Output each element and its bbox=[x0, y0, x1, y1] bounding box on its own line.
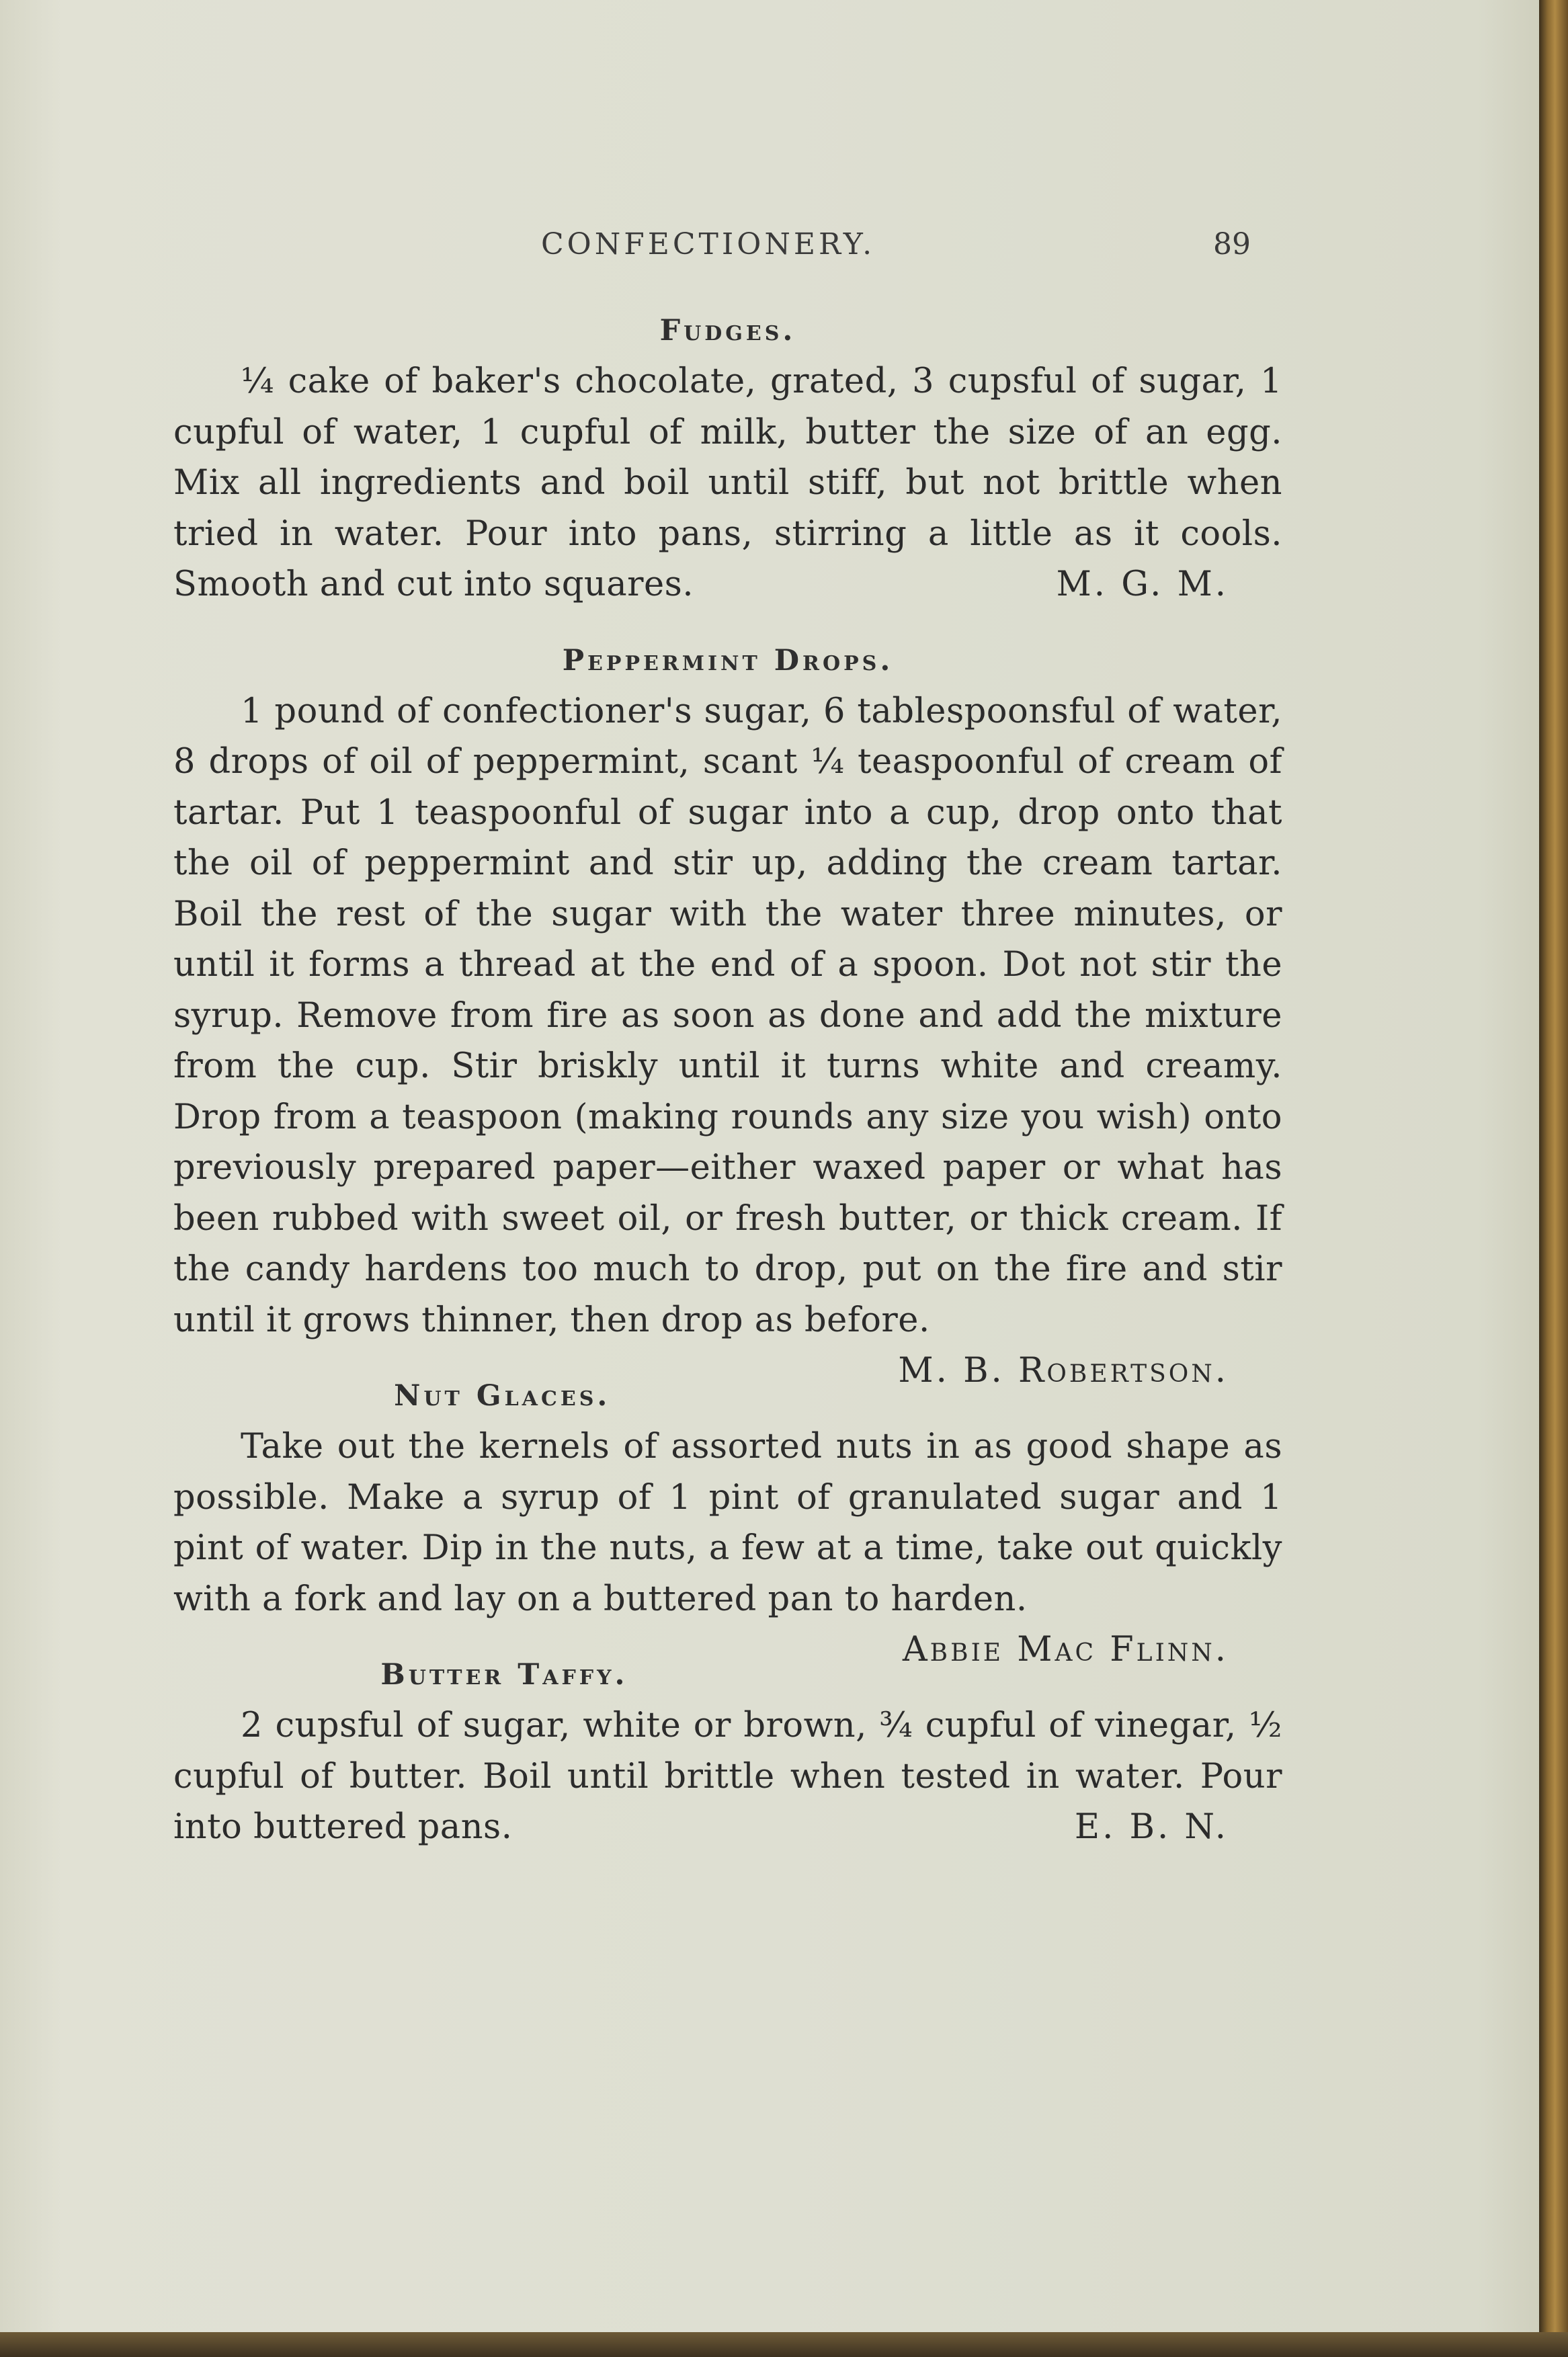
recipe-title: Butter Taffy. bbox=[380, 1658, 628, 1692]
recipe-body bbox=[173, 1700, 1282, 1853]
recipe-title: Nut Glaces. bbox=[394, 1379, 611, 1413]
recipe-author: Abbie Mac Flinn. bbox=[902, 1630, 1229, 1669]
book-binding-edge bbox=[1539, 0, 1568, 2357]
recipe-peppermint-drops bbox=[173, 636, 1282, 1391]
recipe-body bbox=[173, 356, 1282, 610]
recipe-title: Peppermint Drops. bbox=[562, 643, 894, 677]
recipe-text: Take out the kernels of assorted nuts in as good shape as possible. Make a syrup of 1 pint of granulated sugar and 1 pint of water. Dip in the nuts, a few at a time, take out quickly with a fork and lay on a buttered pan to harden. bbox=[173, 1427, 1282, 1619]
recipe-fudges bbox=[173, 306, 1282, 610]
page-number: 89 bbox=[1213, 227, 1251, 261]
recipe-text: 2 cupsful of sugar, white or brown, ¾ cupful of vinegar, ½ cupful of butter. Boil until brittle when tested in water. Pour into buttered pans. bbox=[173, 1706, 1282, 1847]
recipe-text: ¼ cake of baker's chocolate, grated, 3 cupsful of sugar, 1 cupful of water, 1 cupful of milk, butter the size of an egg. Mix all ingredients and boil until stiff, but not brittle when tried in water. Pour into pans, stirring a little as it cools. Smooth and cut into squares. bbox=[173, 362, 1282, 604]
recipe-author: E. B. N. bbox=[1074, 1807, 1229, 1847]
book-bottom-edge bbox=[0, 2332, 1568, 2357]
page-header bbox=[175, 227, 1250, 274]
recipe-butter-taffy bbox=[173, 1650, 1282, 1853]
recipe-body bbox=[173, 686, 1282, 1391]
recipe-author: M. B. Robertson. bbox=[898, 1351, 1229, 1391]
recipe-text: 1 pound of confectioner's sugar, 6 tablespoonsful of water, 8 drops of oil of peppermint, scant ¼ teaspoonful of cream of tartar. Put 1 teaspoonful of sugar into a cup, drop onto that the oil of peppermint and stir up, adding the cream tartar. Boil the rest of the sugar with the water three minutes, or until it forms a thread at the end of a spoon. Dot not stir the syrup. Remove from fire as soon as done and add the mixture from the cup. Stir briskly until it turns white and creamy. Drop from a teaspoon (making rounds any size you wish) onto previously prepared paper—either waxed paper or what has been rubbed with sweet oil, or fresh butter, or thick cream. If the candy hardens too much to drop, put on the fire and stir until it grows thinner, then drop as before. bbox=[173, 691, 1282, 1340]
running-title: CONFECTIONERY. bbox=[541, 227, 876, 261]
recipe-title: Fudges. bbox=[659, 314, 796, 347]
recipe-nut-glaces bbox=[173, 1371, 1282, 1669]
recipe-body bbox=[173, 1421, 1282, 1669]
page-content bbox=[173, 306, 1282, 1878]
recipe-author: M. G. M. bbox=[1056, 565, 1229, 604]
